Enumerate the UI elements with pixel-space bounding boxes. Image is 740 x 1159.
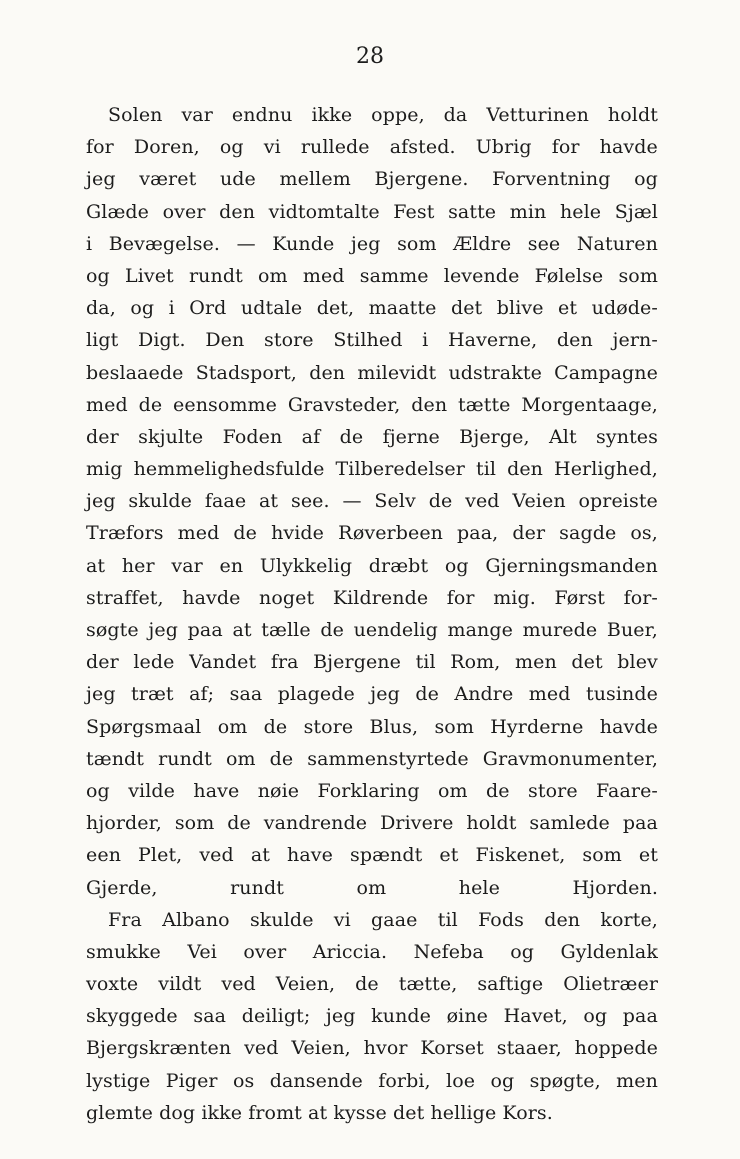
word: et (638, 844, 658, 867)
word: her (121, 554, 155, 577)
word: store (528, 779, 578, 802)
text-line (86, 324, 658, 356)
word: med (302, 264, 345, 287)
word: for (86, 136, 114, 159)
word: Bjergskrænten (86, 1037, 232, 1060)
word: for (551, 136, 580, 159)
word: Ulykkelig (259, 554, 353, 577)
word: om (356, 876, 387, 899)
word: hvor (363, 1037, 408, 1060)
word: hjorder, (86, 812, 162, 835)
word: satte (448, 200, 497, 223)
word: Bjergene. (374, 168, 469, 191)
word: fjerne (382, 425, 440, 448)
word: Hyrderne (490, 715, 584, 738)
word: den (556, 329, 593, 352)
word: om (438, 779, 468, 802)
word: Selv (374, 490, 416, 513)
word: rundt (188, 264, 243, 287)
word: opreiste (578, 490, 658, 513)
text-line (86, 711, 658, 743)
word: Vei (187, 940, 217, 963)
word: os (232, 1069, 255, 1092)
word: Fra (108, 908, 142, 931)
word: ligt (86, 329, 119, 352)
word: havde (599, 715, 658, 738)
word: og (219, 136, 244, 159)
word: Plet, (138, 844, 183, 867)
word: skjulte (138, 425, 204, 448)
word: til (437, 908, 458, 931)
word: jeg (86, 490, 116, 513)
word: Ubrig (475, 136, 532, 159)
word: oppe, (371, 104, 425, 126)
text-line (86, 485, 658, 517)
word: store (303, 715, 354, 738)
word: Kildrende (332, 586, 429, 609)
word: Rom, (450, 651, 501, 674)
word: havde (182, 586, 241, 609)
word: at (86, 554, 106, 577)
word: og (634, 168, 658, 191)
word: vi (333, 908, 351, 931)
word: skulde (249, 908, 314, 931)
word: Gjerde, (86, 876, 158, 899)
word: de (227, 812, 251, 835)
word: see (527, 232, 561, 255)
word: Ord (189, 297, 227, 320)
text-line (86, 292, 658, 324)
word: sagde (559, 522, 617, 545)
word: saa (193, 1005, 227, 1028)
word: den (507, 458, 544, 481)
word: blev (617, 651, 658, 674)
text-line (86, 775, 658, 807)
page-number: 28 (356, 44, 384, 69)
word: da (443, 104, 468, 126)
word: Følelse (534, 264, 604, 287)
word: holdt (607, 104, 658, 126)
word: Digt. (138, 329, 186, 352)
word: mellem (279, 168, 351, 191)
word: som (618, 264, 658, 287)
word: hvide (271, 522, 325, 545)
word: skulde (128, 490, 193, 513)
word: staaer, (496, 1037, 562, 1060)
text-line (86, 646, 658, 678)
word: kunde (371, 1005, 432, 1028)
word: skyggede (86, 1005, 178, 1028)
text-line (86, 1000, 658, 1032)
word: som (434, 715, 474, 738)
word: ude (219, 168, 256, 191)
word: den (411, 393, 448, 416)
word: af (301, 425, 321, 448)
word: dræbt (368, 554, 429, 577)
word: — (236, 232, 256, 255)
word: Sjæl (614, 200, 658, 223)
word: ikke (311, 104, 353, 126)
word: som (397, 232, 437, 255)
word: min (509, 200, 547, 223)
word: med (86, 393, 128, 416)
word: i (86, 232, 93, 255)
word: korte, (600, 908, 658, 931)
word: beslaaede (86, 361, 184, 384)
word: og (86, 264, 110, 287)
word: levende (443, 264, 520, 287)
word: og (490, 1069, 515, 1092)
word: mig (86, 458, 123, 481)
word: til (475, 458, 497, 481)
word: om (217, 715, 248, 738)
word: lede (133, 651, 175, 674)
word: Gyldenlak (560, 940, 658, 963)
word: rundt (230, 876, 284, 899)
text-line (86, 196, 658, 228)
word: rullede (300, 136, 370, 159)
word: Hjorden. (572, 876, 658, 899)
word: var (181, 104, 213, 126)
text-line (86, 131, 658, 163)
word: ved (244, 1037, 279, 1060)
word: samlede (529, 812, 610, 835)
word: hele (559, 200, 602, 223)
word: forbi, (378, 1069, 431, 1092)
word: der (86, 425, 119, 448)
word: jeg (86, 168, 116, 191)
word: tætte (458, 393, 511, 416)
word: gaae (371, 908, 418, 931)
word: endnu (231, 104, 293, 126)
word: os, (630, 522, 658, 545)
word: Fods (478, 908, 524, 931)
word: og (510, 940, 535, 963)
word: spøgte, (529, 1069, 601, 1092)
word: Forventning (492, 168, 611, 191)
word: afsted. (389, 136, 456, 159)
word: i (422, 329, 429, 352)
word: Andre (454, 683, 514, 706)
word: Bjerge, (459, 425, 530, 448)
word: søgte (86, 619, 139, 641)
word: rundt (158, 747, 212, 770)
text-line (86, 550, 658, 582)
text-line (86, 517, 658, 549)
word: saftige (477, 973, 544, 996)
word: blive (496, 297, 544, 320)
text-line (86, 582, 658, 614)
word: een (86, 844, 122, 867)
word: Alt (548, 425, 577, 448)
word: ved (221, 973, 256, 996)
word: Piger (165, 1069, 218, 1092)
word: Glæde (86, 200, 150, 223)
word: fra (270, 651, 299, 674)
word: Korset (420, 1037, 484, 1060)
word: øine (446, 1005, 489, 1028)
word: da, (86, 297, 116, 320)
word: paa, (457, 522, 499, 545)
word: Solen (108, 104, 163, 126)
word: men (616, 1069, 658, 1092)
word: Stilhed (333, 329, 403, 352)
word: holdt (466, 812, 517, 835)
word: de (486, 779, 510, 802)
text-line (86, 614, 658, 646)
word: af; (189, 683, 215, 706)
word: paa (187, 619, 223, 641)
word: ved (199, 844, 234, 867)
word: at (258, 490, 279, 513)
word: det (571, 651, 603, 674)
word: Faare- (596, 779, 658, 802)
word: vandrende (263, 812, 368, 835)
word: Først (554, 586, 606, 609)
word: de (320, 619, 344, 641)
word: paa (622, 812, 658, 835)
body-text (86, 99, 658, 1129)
text-line (86, 357, 658, 389)
word: jeg (350, 232, 381, 255)
word: Fest (393, 200, 435, 223)
word: vilde (128, 779, 175, 802)
line-text: glemte dog ikke fromt at kysse det hellige Kors. (86, 1101, 553, 1124)
word: de (138, 393, 163, 416)
word: med (528, 683, 571, 706)
word: som (174, 812, 215, 835)
word: om (225, 747, 256, 770)
word: jeg (86, 683, 116, 706)
text-line (86, 839, 658, 871)
word: den (544, 908, 581, 931)
word: Forklaring (317, 779, 420, 802)
word: Bevægelse. (108, 232, 221, 255)
word: deiligt; (241, 1005, 311, 1028)
word: været (139, 168, 197, 191)
word: vildt (158, 973, 202, 996)
word: jeg (325, 1005, 356, 1028)
word: Ældre (453, 232, 512, 255)
text-line (86, 872, 658, 904)
word: det, (316, 297, 355, 320)
word: Kunde (272, 232, 335, 255)
word: dansende (269, 1069, 363, 1092)
word: over (243, 940, 287, 963)
word: — (342, 490, 362, 513)
word: Foden (222, 425, 283, 448)
word: for (446, 586, 475, 609)
word: og (583, 1005, 608, 1028)
word: hele (458, 876, 500, 899)
word: de (269, 747, 294, 770)
word: om (258, 264, 288, 287)
word: de (428, 490, 453, 513)
word: murede (522, 619, 598, 641)
word: Havet, (503, 1005, 568, 1028)
word: vi (263, 136, 281, 159)
word: Gravmonumenter, (482, 747, 658, 770)
word: syntes (596, 425, 658, 448)
word: og (444, 554, 469, 577)
word: loe (446, 1069, 476, 1092)
word: med (177, 522, 220, 545)
word: have (287, 844, 333, 867)
word: uendelig (353, 619, 438, 641)
word: Blus, (369, 715, 419, 738)
word: ved (465, 490, 500, 513)
word: de (415, 683, 439, 706)
text-line (86, 163, 658, 195)
word: Haverne, (447, 329, 538, 352)
word: Bjergene (313, 651, 401, 674)
word: Buer, (606, 619, 658, 641)
word: maatte (368, 297, 437, 320)
word: de (263, 715, 288, 738)
text-line (86, 421, 658, 453)
word: som (582, 844, 622, 867)
word: at (232, 619, 252, 641)
word: den (219, 200, 256, 223)
word: Vandet (189, 651, 257, 674)
word: tælle (261, 619, 311, 641)
word: Campagne (554, 361, 658, 384)
word: at (250, 844, 270, 867)
text-line (86, 389, 658, 421)
text-line (86, 1097, 658, 1129)
word: sammenstyrtede (307, 747, 469, 770)
word: vidtomtalte (268, 200, 380, 223)
word: eensomme (173, 393, 278, 416)
word: nøie (257, 779, 300, 802)
word: Stadsport, (195, 361, 297, 384)
word: noget (259, 586, 315, 609)
word: Vetturinen (486, 104, 589, 126)
word: Veien, (291, 1037, 351, 1060)
word: over (162, 200, 206, 223)
word: Spørgsmaal (86, 715, 202, 738)
text-line (86, 453, 658, 485)
word: smukke (86, 940, 161, 963)
text-line (86, 1032, 658, 1064)
text-line (86, 228, 658, 260)
word: Gravsteder, (287, 393, 401, 416)
word: milevidt (357, 361, 437, 384)
word: Tilberedelser (335, 458, 465, 481)
word: Træfors (86, 522, 164, 545)
word: mig. (493, 586, 536, 609)
word: og (86, 779, 110, 802)
word: Den (205, 329, 245, 352)
word: jern- (612, 329, 658, 352)
word: den (309, 361, 346, 384)
word: et (558, 297, 578, 320)
word: Ariccia. (312, 940, 388, 963)
word: faae (204, 490, 247, 513)
word: var (171, 554, 203, 577)
word: havde (599, 136, 658, 159)
word: Albano (162, 908, 230, 931)
word: Gjerningsmanden (485, 554, 658, 577)
word: Olietræer (563, 973, 658, 996)
word: der (86, 651, 119, 674)
word: udøde- (591, 297, 658, 320)
word: have (193, 779, 240, 802)
text-line (86, 1065, 658, 1097)
word: i (168, 297, 175, 320)
word: for- (623, 586, 658, 609)
word: Livet (124, 264, 174, 287)
word: træt (131, 683, 174, 706)
word: plagede (277, 683, 355, 706)
word: Naturen (576, 232, 658, 255)
word: store (264, 329, 314, 352)
word: tusinde (585, 683, 658, 706)
word: mange (447, 619, 513, 641)
word: Nefeba (413, 940, 484, 963)
word: hemmelighedsfulde (133, 458, 325, 481)
word: det (450, 297, 483, 320)
word: see. (290, 490, 330, 513)
word: Herlighed, (554, 458, 658, 481)
word: hoppede (574, 1037, 658, 1060)
word: samme (359, 264, 429, 287)
text-line (86, 936, 658, 968)
word: et (439, 844, 459, 867)
text-line (86, 99, 658, 131)
word: udtale (240, 297, 303, 320)
word: der (512, 522, 546, 545)
word: udstrakte (448, 361, 542, 384)
word: Fiskenet, (475, 844, 566, 867)
word: tændt (86, 747, 145, 770)
word: jeg (148, 619, 178, 641)
word: Doren, (133, 136, 200, 159)
word: de (355, 973, 379, 996)
word: paa (622, 1005, 658, 1028)
text-line (86, 678, 658, 710)
word: og (130, 297, 155, 320)
word: de (339, 425, 364, 448)
word: Drivere (380, 812, 454, 835)
word: Morgentaage, (521, 393, 658, 416)
word: spændt (349, 844, 423, 867)
text-line (86, 743, 658, 775)
text-line (86, 968, 658, 1000)
word: voxte (86, 973, 139, 996)
word: Veien (512, 490, 566, 513)
word: de (233, 522, 258, 545)
word: lystige (86, 1069, 151, 1092)
word: en (219, 554, 244, 577)
text-line (86, 807, 658, 839)
word: men (514, 651, 557, 674)
word: Røverbeen (338, 522, 444, 545)
word: Veien, (275, 973, 336, 996)
word: jeg (370, 683, 400, 706)
text-line (86, 260, 658, 292)
word: til (415, 651, 436, 674)
word: straffet, (86, 586, 164, 609)
word: saa (229, 683, 263, 706)
text-line (86, 904, 658, 936)
word: tætte, (398, 973, 458, 996)
